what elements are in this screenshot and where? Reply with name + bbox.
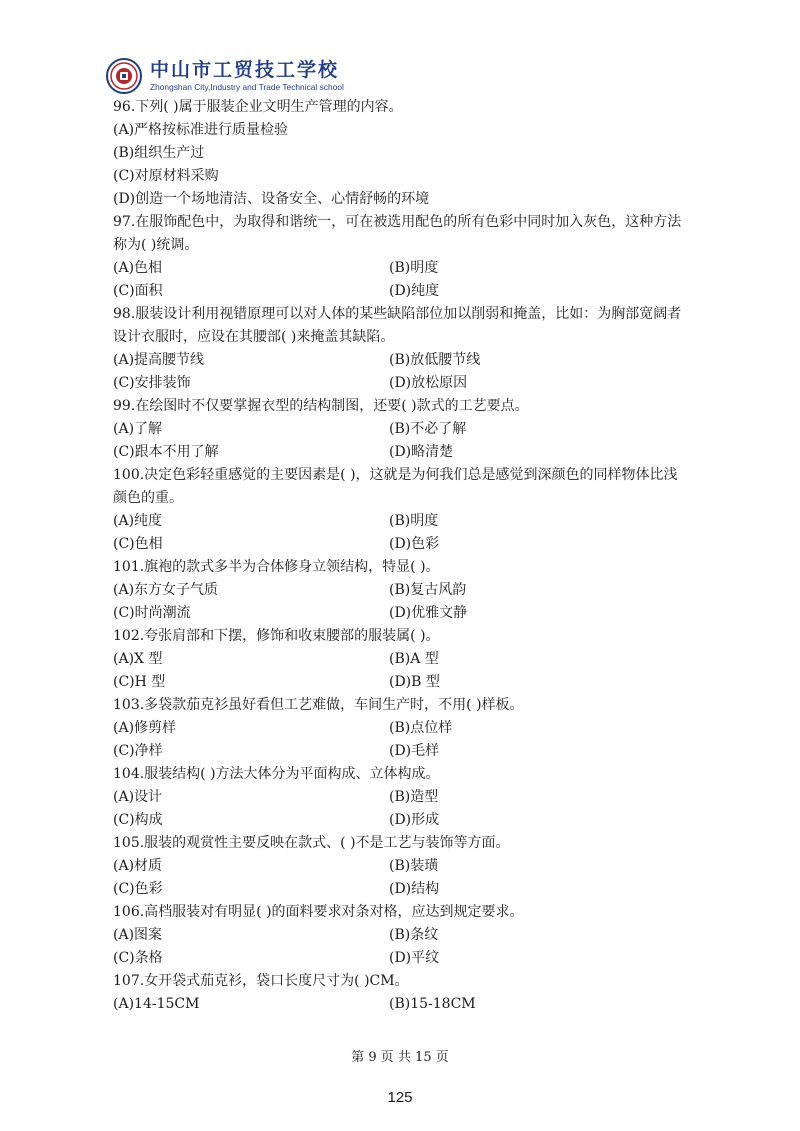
answer-option: (B)放低腰节线 (389, 352, 481, 368)
option-row (113, 717, 703, 740)
school-name-cn: 中山市工贸技工学校 (150, 59, 340, 81)
answer-option: (B)条纹 (389, 927, 439, 943)
question-block (113, 303, 703, 395)
question-stem: 107.女开袋式茄克衫，袋口长度尺寸为( )CM。 (113, 973, 409, 989)
question-stem: 102.夸张肩部和下摆，修饰和收束腰部的服装属( )。 (113, 628, 440, 644)
answer-option: (B)A 型 (389, 651, 439, 667)
answer-option: (A)修剪样 (113, 720, 177, 736)
option-row (113, 349, 703, 372)
answer-option: (A)了解 (113, 421, 163, 437)
option-row (113, 809, 703, 832)
option-row (113, 993, 703, 1016)
question-stem: 颜色的重。 (113, 490, 183, 506)
question-block (113, 763, 703, 832)
option-row (113, 878, 703, 901)
answer-option: (D)B 型 (389, 674, 440, 690)
option-row (113, 280, 703, 303)
answer-option: (D)毛样 (389, 743, 440, 759)
answer-option: (C)H 型 (113, 674, 166, 690)
answer-option: (D)创造一个场地清洁、设备安全、心情舒畅的环境 (113, 191, 430, 207)
answer-option: (A)严格按标准进行质量检验 (113, 122, 289, 138)
option-row (113, 510, 703, 533)
answer-option: (C)净样 (113, 743, 163, 759)
answer-option: (A)提高腰节线 (113, 352, 205, 368)
question-stem: 97.在服饰配色中，为取得和谐统一，可在被选用配色的所有色彩中同时加入灰色，这种方法 (113, 214, 682, 230)
question-block (113, 970, 703, 1016)
school-name-en: Zhongshan City,Industry and Trade Technical school (150, 82, 344, 92)
option-row (113, 648, 703, 671)
answer-option: (B)明度 (389, 513, 439, 529)
option-row (113, 533, 703, 556)
question-list (113, 96, 703, 1016)
option-row (113, 947, 703, 970)
option-row (113, 602, 703, 625)
question-stem: 104.服装结构( )方法大体分为平面构成、立体构成。 (113, 766, 440, 782)
question-block (113, 556, 703, 625)
answer-option: (C)色相 (113, 536, 163, 552)
question-stem: 106.高档服装对有明显( )的面料要求对条对格，应达到规定要求。 (113, 904, 524, 920)
answer-option: (D)略清楚 (389, 444, 454, 460)
answer-option: (A)纯度 (113, 513, 163, 529)
option-row (113, 671, 703, 694)
page-number: 125 (387, 1089, 413, 1106)
answer-option: (C)条格 (113, 950, 163, 966)
option-row (113, 372, 703, 395)
answer-option: (B)复古风韵 (389, 582, 467, 598)
answer-option: (C)跟本不用了解 (113, 444, 219, 460)
answer-option: (B)明度 (389, 260, 439, 276)
question-block (113, 96, 703, 211)
school-header (106, 56, 344, 96)
question-block (113, 464, 703, 556)
question-stem: 设计衣服时，应设在其腰部( )来掩盖其缺陷。 (113, 329, 395, 345)
answer-option: (A)材质 (113, 858, 163, 874)
question-stem: 99.在绘图时不仅要掌握衣型的结构制图，还要( )款式的工艺要点。 (113, 398, 529, 414)
question-stem: 101.旗袍的款式多半为合体修身立领结构，特显( )。 (113, 559, 440, 575)
page-info: 第 9 页 共 15 页 (351, 1050, 449, 1065)
answer-option: (D)放松原因 (389, 375, 468, 391)
answer-option: (B)组织生产过 (113, 145, 205, 161)
answer-option: (C)构成 (113, 812, 163, 828)
answer-option: (B)15-18CM (389, 996, 476, 1012)
answer-option: (A)色相 (113, 260, 163, 276)
option-row (113, 441, 703, 464)
option-row (113, 924, 703, 947)
option-row (113, 257, 703, 280)
answer-option: (D)结构 (389, 881, 440, 897)
school-logo-icon (106, 58, 142, 94)
answer-option: (C)安排装饰 (113, 375, 191, 391)
answer-option: (A)14-15CM (113, 996, 200, 1012)
option-row (113, 786, 703, 809)
option-row (113, 740, 703, 763)
question-block (113, 832, 703, 901)
question-block (113, 625, 703, 694)
question-stem: 96.下列( )属于服装企业文明生产管理的内容。 (113, 99, 403, 115)
question-stem: 称为( )统调。 (113, 237, 199, 253)
answer-option: (D)形成 (389, 812, 440, 828)
question-stem: 105.服装的观赏性主要反映在款式、( )不是工艺与装饰等方面。 (113, 835, 510, 851)
answer-option: (D)纯度 (389, 283, 440, 299)
option-row (113, 855, 703, 878)
question-block (113, 395, 703, 464)
option-row (113, 579, 703, 602)
question-block (113, 694, 703, 763)
option-row (113, 418, 703, 441)
answer-option: (A)图案 (113, 927, 163, 943)
answer-option: (B)造型 (389, 789, 439, 805)
question-stem: 100.决定色彩轻重感觉的主要因素是( )，这就是为何我们总是感觉到深颜色的同样物体比浅 (113, 467, 678, 483)
question-stem: 103.多袋款茄克衫虽好看但工艺难做，车间生产时，不用( )样板。 (113, 697, 524, 713)
answer-option: (D)优雅文静 (389, 605, 468, 621)
answer-option: (D)色彩 (389, 536, 440, 552)
question-stem: 98.服装设计利用视错原理可以对人体的某些缺陷部位加以削弱和掩盖，比如：为胸部宽阔者 (113, 306, 682, 322)
answer-option: (C)对原材料采购 (113, 168, 219, 184)
answer-option: (C)色彩 (113, 881, 163, 897)
answer-option: (B)装璜 (389, 858, 439, 874)
answer-option: (C)时尚潮流 (113, 605, 191, 621)
question-block (113, 901, 703, 970)
answer-option: (B)点位样 (389, 720, 453, 736)
question-block (113, 211, 703, 303)
answer-option: (D)平纹 (389, 950, 440, 966)
answer-option: (C)面积 (113, 283, 163, 299)
answer-option: (A)X 型 (113, 651, 163, 667)
answer-option: (A)设计 (113, 789, 163, 805)
answer-option: (A)东方女子气质 (113, 582, 219, 598)
answer-option: (B)不必了解 (389, 421, 467, 437)
